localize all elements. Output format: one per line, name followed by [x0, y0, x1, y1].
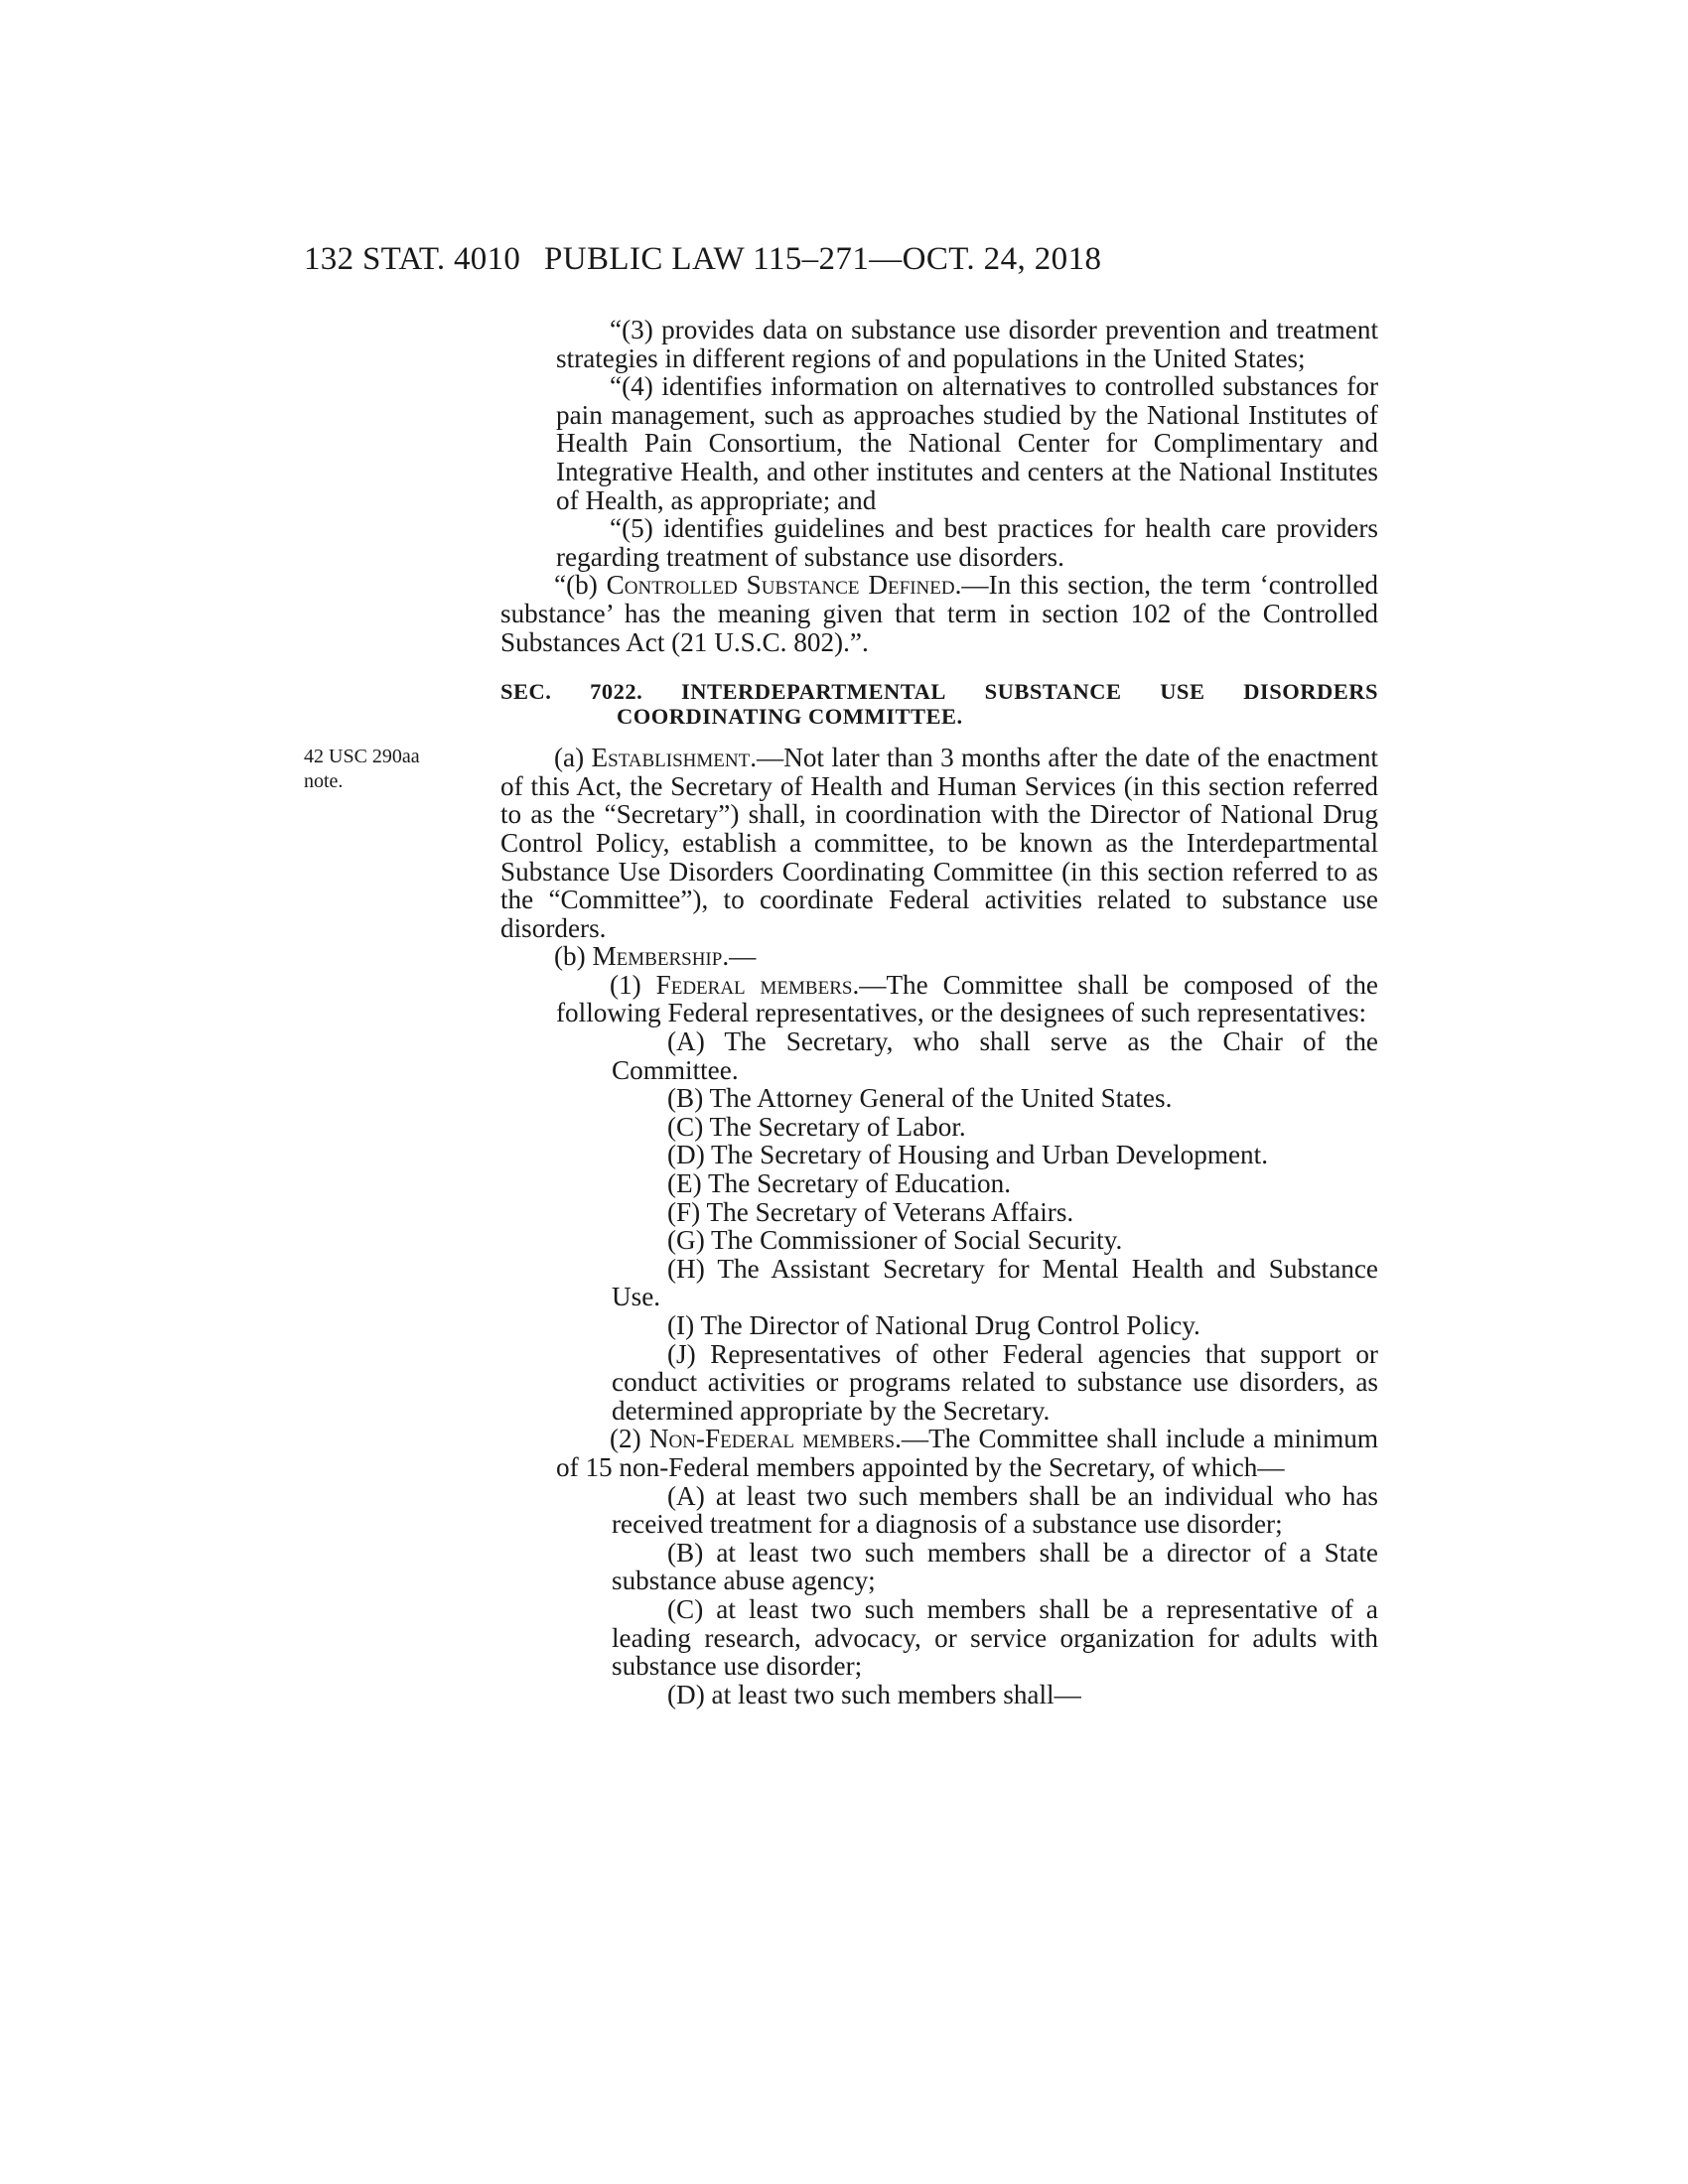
- subsection-a: [500, 744, 1378, 942]
- margin-note: [304, 745, 463, 794]
- federal-member-item: (E) The Secretary of Education.: [667, 1168, 1011, 1199]
- subsection-a-heading: Establishment: [591, 743, 751, 773]
- quoted-subsection-b: [500, 571, 1378, 656]
- subsection-b-lead: (b): [554, 941, 593, 972]
- subsection-a-text: .—Not later than 3 months after the date of the enactment of this Act, the Secretary of Health and Human Services (in this section referred to as the “Secretary”) shall, in coordination with the Director of National Drug Control Policy, establish a committee, to be known as the Interdepartmental Substance Use Disorders Coordinating Committee (in this section referred to as the “Committee”), to coordinate Federal activities related to substance use disorders.: [500, 743, 1378, 943]
- section-heading-line-1: [500, 679, 1378, 704]
- subsection-a-lead: (a): [554, 743, 592, 773]
- quoted-item-5: “(5) identifies guidelines and best practices for health care providers regarding treatment of substance use disorders.: [556, 513, 1378, 572]
- stat-page-number: 132 STAT. 4010: [304, 241, 521, 277]
- quoted-item-4: “(4) identifies information on alternatives to controlled substances for pain management, such as approaches studied by the National Institutes of Health Pain Consortium, the National Center for Complimentary and Integrative Health, and other institutes and centers at the National Institutes of Health, as appropriate; and: [556, 371, 1378, 515]
- margin-note-suffix: note.: [304, 770, 344, 792]
- section-title-line-2: COORDINATING COMMITTEE.: [617, 704, 963, 730]
- federal-member-item: (G) The Commissioner of Social Security.: [667, 1225, 1123, 1256]
- page-header: [304, 241, 1376, 287]
- quoted-b-heading: Controlled Substance Defined: [606, 570, 955, 601]
- federal-member-item: (C) The Secretary of Labor.: [667, 1111, 966, 1142]
- paragraph-2-lead: (2): [610, 1424, 649, 1454]
- paragraph-federal-members: [556, 971, 1378, 1027]
- paragraph-non-federal-members: [556, 1425, 1378, 1481]
- subsection-b-dash: .—: [722, 941, 757, 972]
- section-title-word: DISORDERS: [1243, 679, 1378, 705]
- federal-member-item: (H) The Assistant Secretary for Mental Health and Substance Use.: [612, 1253, 1378, 1312]
- section-number: 7022.: [590, 679, 643, 705]
- document-body: [500, 316, 1378, 1708]
- subsection-b-heading: Membership: [592, 941, 723, 972]
- section-heading: [500, 679, 1378, 729]
- section-title-word: INTERDEPARTMENTAL: [680, 679, 946, 705]
- section-title-word: USE: [1160, 679, 1205, 705]
- section-label: SEC.: [500, 679, 552, 705]
- subsection-b: [500, 942, 1378, 971]
- federal-member-item: (D) The Secretary of Housing and Urban Development.: [667, 1140, 1268, 1170]
- federal-member-item: (A) The Secretary, who shall serve as the Chair of the Committee.: [612, 1026, 1378, 1085]
- quoted-b-lead: “(b): [554, 570, 607, 601]
- non-federal-member-item: (A) at least two such members shall be an individual who has received treatment for a diagnosis of a substance use disorder;: [612, 1480, 1378, 1540]
- non-federal-member-item: (D) at least two such members shall—: [667, 1679, 1081, 1709]
- federal-member-item: (F) The Secretary of Veterans Affairs.: [667, 1196, 1074, 1227]
- federal-member-item: (B) The Attorney General of the United States.: [667, 1083, 1173, 1114]
- quoted-item-3: “(3) provides data on substance use disorder prevention and treatment strategies in different regions of and populations in the United States;: [556, 315, 1378, 373]
- margin-note-citation: 42 USC 290aa: [304, 746, 420, 767]
- federal-member-item: (I) The Director of National Drug Control Policy.: [667, 1310, 1200, 1340]
- federal-member-item: (J) Representatives of other Federal agencies that support or conduct activities or programs related to substance use disorders, as determined appropriate by the Secretary.: [612, 1338, 1378, 1426]
- running-head: PUBLIC LAW 115–271—OCT. 24, 2018: [544, 241, 1102, 277]
- paragraph-1-text: .—The Committee shall be composed of the following Federal representatives, or the designees of such representatives:: [556, 969, 1378, 1028]
- non-federal-member-item: (B) at least two such members shall be a director of a State substance abuse agency;: [612, 1537, 1378, 1596]
- quoted-b-text: .—In this section, the term ‘controlled substance’ has the meaning given that term in section 102 of the Controlled Substances Act (21 U.S.C. 802).”.: [500, 570, 1378, 657]
- non-federal-member-item: (C) at least two such members shall be a representative of a leading research, advocacy, or service organization for adults with substance use disorder;: [612, 1593, 1378, 1682]
- paragraph-2-text: .—The Committee shall include a minimum of 15 non-Federal members appointed by the Secretary, of which—: [556, 1424, 1378, 1482]
- section-title-word: SUBSTANCE: [984, 679, 1122, 705]
- paragraph-1-heading: Federal members: [655, 969, 853, 1000]
- paragraph-2-heading: Non-Federal members: [648, 1424, 896, 1454]
- paragraph-1-lead: (1): [610, 969, 656, 1000]
